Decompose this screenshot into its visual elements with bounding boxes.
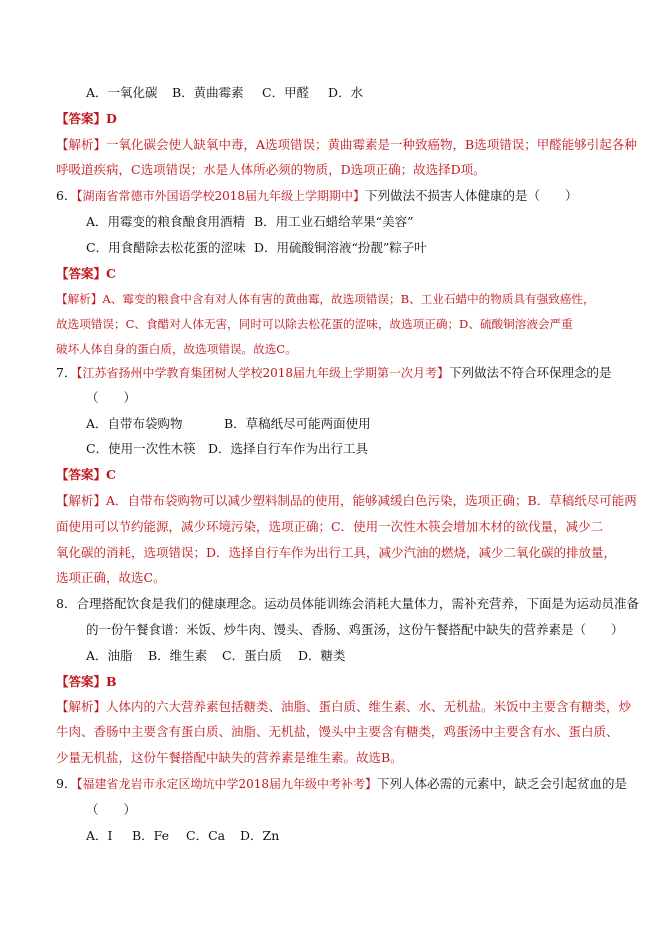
q5-option-b: B．黄曲霉素 [172, 85, 244, 100]
q8-answer [56, 674, 117, 690]
q8-option-b: B．维生素 [148, 648, 208, 663]
question-source: 【福建省龙岩市永定区坳坑中学2018届九年级中考补考】 [76, 777, 377, 791]
question-stem: 下列人体必需的元素中，缺乏会引起贫血的是 [377, 776, 628, 791]
question-source: 【江苏省扬州中学教育集团树人学校2018届九年级上学期第一次月考】 [76, 366, 449, 380]
q8-option-d: D．糖类 [298, 648, 346, 663]
question-number: 8． [56, 596, 77, 611]
q5-option-d: D．水 [328, 85, 364, 100]
q6-answer [56, 266, 116, 282]
q6-analysis-line-1: 【解析】A、霉变的粮食中含有对人体有害的黄曲霉，故选项错误；B、工业石蜡中的物质具有强致癌性， [56, 292, 595, 306]
answer-value: D [106, 111, 117, 126]
q5-option-c: C．甲醛 [262, 85, 310, 100]
q6-option-a: A．用霉变的粮食酿食用酒精 [86, 214, 246, 229]
question-stem: 下列做法不符合环保理念的是 [449, 365, 612, 380]
answer-value: C [106, 266, 116, 281]
question-stem-line-1: 合理搭配饮食是我们的健康理念。运动员体能训练会消耗大量体力，需补充营养，下面是为运动员准备 [76, 596, 639, 611]
q9-option-b: B．Fe [132, 828, 170, 843]
q7-option-a: A．自带布袋购物 [86, 416, 183, 431]
q9-option-a: A．I [86, 828, 113, 843]
q8-analysis-line-1: 【解析】人体内的六大营养素包括糖类、油脂、蛋白质、维生素、水、无机盐。米饭中主要含有糖类，炒 [56, 699, 632, 714]
q6-option-d: D．用硫酸铜溶液“扮靓”粽子叶 [254, 240, 427, 255]
q7-answer [56, 467, 116, 483]
q6-analysis-line-2: 故选项错误；C、食醋对人体无害，同时可以除去松花蛋的涩味，故选项正确；D、硫酸铜溶液会严重 [56, 317, 573, 331]
q8-option-a: A．油脂 [86, 648, 133, 663]
q7-question [56, 365, 612, 381]
q5-option-a: A．一氧化碳 [86, 85, 158, 100]
answer-label: 【答案】 [56, 266, 107, 281]
q7-option-b: B．草稿纸尽可能两面使用 [224, 416, 371, 431]
q8-option-c: C．蛋白质 [222, 648, 282, 663]
question-number: 6． [56, 188, 77, 203]
question-number: 7． [56, 365, 77, 380]
q9-option-d: D．Zn [240, 828, 280, 843]
answer-value: C [106, 467, 116, 482]
answer-label: 【答案】 [56, 467, 107, 482]
q7-analysis-line-2: 面使用可以节约能源，减少环境污染，选项正确；C．使用一次性木筷会增加木材的欲伐量，减少二 [56, 519, 604, 534]
q7-option-c: C．使用一次性木筷 [86, 441, 196, 456]
q8-stem-line-2: 的一份午餐食谱：米饭、炒牛肉、馒头、香肠、鸡蛋汤，这份午餐搭配中缺失的营养素是（ ） [86, 622, 624, 637]
q8-analysis-line-3: 少量无机盐，这份午餐搭配中缺失的营养素是维生素。故选B。 [56, 750, 403, 765]
q8-question [56, 596, 639, 612]
question-number: 9． [56, 776, 77, 791]
q6-analysis-line-3: 破坏人体自身的蛋白质，故选项错误。故选C。 [56, 342, 297, 356]
q9-question [56, 776, 627, 792]
q7-paren: （ ） [86, 390, 137, 405]
q9-option-c: C．Ca [186, 828, 226, 843]
question-source: 【湖南省常德市外国语学校2018届九年级上学期期中】 [76, 189, 365, 203]
q5-answer [56, 111, 117, 127]
q7-option-d: D．选择自行车作为出行工具 [208, 441, 369, 456]
q5-analysis-line-1: 【解析】一氧化碳会使人缺氧中毒，A选项错误；黄曲霉素是一种致癌物，B选项错误；甲醛能够引起各种 [56, 137, 637, 152]
answer-label: 【答案】 [56, 111, 107, 126]
q6-option-c: C．用食醋除去松花蛋的涩味 [86, 240, 246, 255]
q6-question [56, 188, 578, 204]
q7-analysis-line-1: 【解析】A．自带布袋购物可以减少塑料制品的使用，能够减缓白色污染，选项正确；B．草稿纸尽可能两 [56, 493, 637, 508]
q7-analysis-line-3: 氧化碳的消耗，选项错误；D．选择自行车作为出行工具，减少汽油的燃烧，减少二氧化碳的排放量， [56, 545, 617, 560]
q9-paren: （ ） [86, 802, 137, 817]
answer-value: B [106, 674, 117, 689]
q8-analysis-line-2: 牛肉、香肠中主要含有蛋白质、油脂、无机盐，馒头中主要含有糖类，鸡蛋汤中主要含有水、蛋白质、 [56, 724, 619, 739]
q5-analysis-line-2: 呼吸道疾病，C选项错误；水是人体所必须的物质，D选项正确；故选择D项。 [56, 162, 486, 177]
q7-analysis-line-4: 选项正确，故选C。 [56, 570, 166, 585]
question-stem: 下列做法不损害人体健康的是（ ） [365, 188, 578, 203]
q6-option-b: B．用工业石蜡给苹果“美容” [254, 214, 414, 229]
answer-label: 【答案】 [56, 674, 107, 689]
